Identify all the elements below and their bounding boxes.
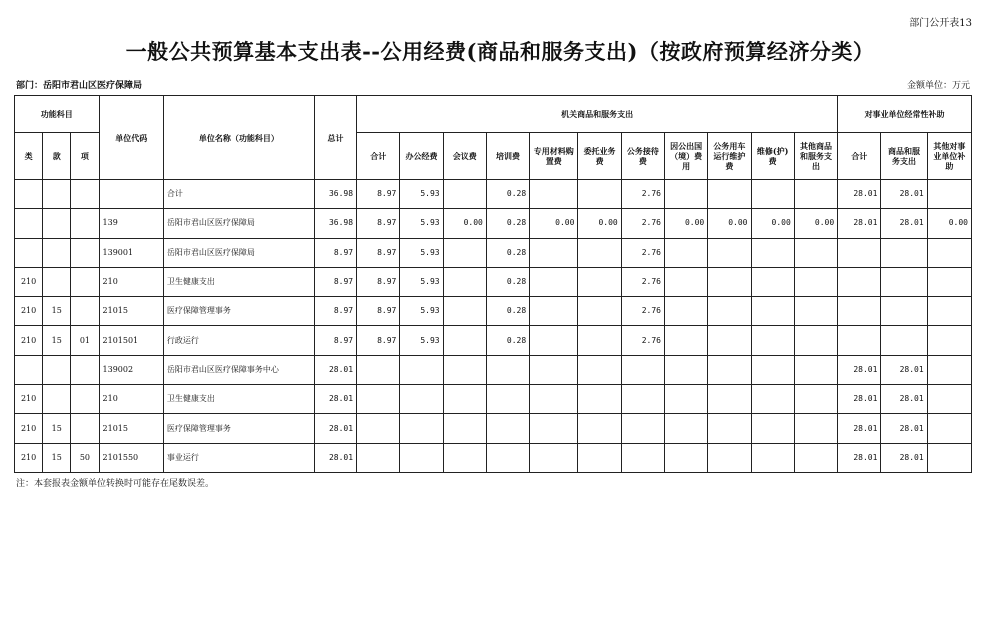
value-cell	[578, 297, 621, 326]
table-row	[15, 385, 972, 414]
unit-code-cell: 210	[99, 385, 163, 414]
value-cell	[621, 443, 664, 472]
kuan-cell: 15	[43, 443, 71, 472]
value-cell: 5.93	[400, 326, 443, 355]
value-cell	[578, 326, 621, 355]
kuan-cell	[43, 180, 71, 209]
value-cell: 8.97	[357, 267, 400, 296]
col-header: 合计	[357, 133, 400, 180]
unit-code-cell: 2101501	[99, 326, 163, 355]
value-cell	[881, 267, 927, 296]
value-cell	[838, 238, 881, 267]
value-cell: 0.00	[751, 209, 794, 238]
table-row	[15, 180, 972, 209]
lei-cell	[15, 238, 43, 267]
unit-label: 金额单位：万元	[906, 81, 970, 91]
value-cell: 5.93	[400, 297, 443, 326]
table-row	[15, 355, 972, 384]
value-cell	[708, 355, 751, 384]
value-cell	[664, 355, 707, 384]
col-header: 办公经费	[400, 133, 443, 180]
unit-name-cell: 合计	[163, 180, 314, 209]
lei-cell	[15, 209, 43, 238]
xiang-cell	[71, 209, 99, 238]
value-cell	[578, 238, 621, 267]
value-cell	[708, 385, 751, 414]
value-cell	[400, 443, 443, 472]
value-cell: 5.93	[400, 209, 443, 238]
value-cell: 0.00	[664, 209, 707, 238]
value-cell	[530, 180, 578, 209]
value-cell	[751, 267, 794, 296]
total-cell: 8.97	[314, 326, 356, 355]
value-cell: 2.76	[621, 209, 664, 238]
value-cell	[881, 326, 927, 355]
unit-code-header: 单位代码	[99, 96, 163, 180]
kuan-cell: 15	[43, 414, 71, 443]
total-cell: 8.97	[314, 238, 356, 267]
value-cell	[927, 355, 971, 384]
value-cell	[578, 267, 621, 296]
value-cell	[794, 180, 837, 209]
value-cell: 8.97	[357, 297, 400, 326]
lei-cell: 210	[15, 443, 43, 472]
value-cell	[708, 297, 751, 326]
value-cell	[664, 267, 707, 296]
value-cell	[927, 443, 971, 472]
total-cell: 28.01	[314, 385, 356, 414]
unit-code-cell: 210	[99, 267, 163, 296]
value-cell	[443, 355, 486, 384]
unit-code-cell: 139001	[99, 238, 163, 267]
value-cell: 8.97	[357, 326, 400, 355]
value-cell	[486, 355, 529, 384]
lei-cell: 210	[15, 297, 43, 326]
kuan-cell	[43, 385, 71, 414]
value-cell: 0.00	[708, 209, 751, 238]
value-cell: 28.01	[881, 180, 927, 209]
value-cell	[357, 385, 400, 414]
value-cell: 0.00	[927, 209, 971, 238]
value-cell	[530, 414, 578, 443]
value-cell	[357, 443, 400, 472]
value-cell: 5.93	[400, 267, 443, 296]
value-cell	[443, 326, 486, 355]
value-cell	[530, 355, 578, 384]
unit-name-cell: 卫生健康支出	[163, 267, 314, 296]
lei-cell: 210	[15, 414, 43, 443]
value-cell	[927, 238, 971, 267]
value-cell: 28.01	[881, 443, 927, 472]
value-cell	[664, 180, 707, 209]
xiang-cell	[71, 180, 99, 209]
value-cell	[400, 385, 443, 414]
kuan-cell	[43, 355, 71, 384]
value-cell: 0.28	[486, 267, 529, 296]
value-cell	[530, 443, 578, 472]
value-cell: 0.00	[578, 209, 621, 238]
xiang-cell: 01	[71, 326, 99, 355]
col-header: 培训费	[486, 133, 529, 180]
value-cell: 0.00	[443, 209, 486, 238]
lei-header: 类	[15, 133, 43, 180]
value-cell	[443, 297, 486, 326]
xiang-cell	[71, 238, 99, 267]
col-header: 商品和服务支出	[881, 133, 927, 180]
value-cell	[751, 414, 794, 443]
value-cell	[838, 326, 881, 355]
table-row	[15, 238, 972, 267]
value-cell	[794, 414, 837, 443]
value-cell	[751, 326, 794, 355]
xiang-cell	[71, 414, 99, 443]
total-cell: 28.01	[314, 443, 356, 472]
value-cell	[578, 443, 621, 472]
total-cell: 28.01	[314, 414, 356, 443]
unit-name-cell: 事业运行	[163, 443, 314, 472]
xiang-cell	[71, 267, 99, 296]
unit-name-cell: 医疗保障管理事务	[163, 297, 314, 326]
lei-cell: 210	[15, 385, 43, 414]
department-label: 部门：岳阳市君山区医疗保障局	[16, 81, 143, 91]
kuan-cell	[43, 209, 71, 238]
value-cell	[794, 267, 837, 296]
total-cell: 28.01	[314, 355, 356, 384]
value-cell	[881, 297, 927, 326]
unit-name-cell: 医疗保障管理事务	[163, 414, 314, 443]
value-cell: 2.76	[621, 297, 664, 326]
unit-name-cell: 岳阳市君山区医疗保障局	[163, 209, 314, 238]
value-cell	[578, 385, 621, 414]
unit-code-cell: 21015	[99, 414, 163, 443]
value-cell	[530, 297, 578, 326]
value-cell	[400, 414, 443, 443]
value-cell	[708, 180, 751, 209]
value-cell: 8.97	[357, 209, 400, 238]
value-cell	[751, 355, 794, 384]
kuan-cell	[43, 238, 71, 267]
footnote: 注：本套报表金额单位转换时可能存在尾数误差。	[16, 479, 215, 489]
total-cell: 36.98	[314, 180, 356, 209]
value-cell	[400, 355, 443, 384]
value-cell: 28.01	[838, 180, 881, 209]
value-cell	[530, 238, 578, 267]
unit-name-cell: 行政运行	[163, 326, 314, 355]
value-cell	[708, 443, 751, 472]
value-cell	[357, 414, 400, 443]
unit-code-cell	[99, 180, 163, 209]
value-cell	[927, 180, 971, 209]
lei-cell	[15, 180, 43, 209]
value-cell	[794, 326, 837, 355]
col-header: 因公出国（境）费用	[664, 133, 707, 180]
col-header: 会议费	[443, 133, 486, 180]
value-cell	[486, 385, 529, 414]
kuan-cell: 15	[43, 326, 71, 355]
value-cell: 28.01	[881, 385, 927, 414]
table-row	[15, 443, 972, 472]
value-cell	[794, 355, 837, 384]
xiang-cell: 50	[71, 443, 99, 472]
lei-cell: 210	[15, 326, 43, 355]
value-cell: 0.28	[486, 238, 529, 267]
table-row	[15, 414, 972, 443]
value-cell: 2.76	[621, 326, 664, 355]
unit-code-cell: 139002	[99, 355, 163, 384]
value-cell	[751, 297, 794, 326]
value-cell	[486, 414, 529, 443]
value-cell: 2.76	[621, 267, 664, 296]
col-header: 维修(护)费	[751, 133, 794, 180]
value-cell	[751, 238, 794, 267]
value-cell: 28.01	[881, 355, 927, 384]
value-cell	[838, 267, 881, 296]
unit-code-cell: 2101550	[99, 443, 163, 472]
value-cell	[794, 443, 837, 472]
budget-table	[14, 95, 972, 473]
value-cell	[664, 414, 707, 443]
value-cell	[664, 238, 707, 267]
value-cell	[927, 414, 971, 443]
value-cell	[708, 414, 751, 443]
table-row	[15, 297, 972, 326]
col-header: 其他商品和服务支出	[794, 133, 837, 180]
value-cell	[708, 326, 751, 355]
page-label: 部门公开表13	[909, 18, 972, 29]
col-header: 专用材料购置费	[530, 133, 578, 180]
value-cell	[443, 443, 486, 472]
xiang-cell	[71, 297, 99, 326]
col-header: 委托业务费	[578, 133, 621, 180]
value-cell: 2.76	[621, 180, 664, 209]
value-cell: 8.97	[357, 180, 400, 209]
unit-name-cell: 岳阳市君山区医疗保障局	[163, 238, 314, 267]
value-cell: 0.28	[486, 326, 529, 355]
col-header: 合计	[838, 133, 881, 180]
value-cell	[794, 297, 837, 326]
value-cell	[530, 385, 578, 414]
value-cell	[357, 355, 400, 384]
value-cell: 0.00	[530, 209, 578, 238]
total-cell: 8.97	[314, 297, 356, 326]
org-group-header: 机关商品和服务支出	[357, 96, 838, 133]
value-cell: 5.93	[400, 238, 443, 267]
value-cell	[621, 355, 664, 384]
value-cell	[443, 267, 486, 296]
value-cell	[927, 297, 971, 326]
value-cell	[927, 326, 971, 355]
unit-name-cell: 岳阳市君山区医疗保障事务中心	[163, 355, 314, 384]
col-header: 公务接待费	[621, 133, 664, 180]
value-cell	[621, 385, 664, 414]
value-cell: 28.01	[838, 385, 881, 414]
lei-cell	[15, 355, 43, 384]
unit-name-cell: 卫生健康支出	[163, 385, 314, 414]
col-header: 公务用车运行维护费	[708, 133, 751, 180]
value-cell: 5.93	[400, 180, 443, 209]
value-cell: 0.28	[486, 209, 529, 238]
value-cell	[751, 443, 794, 472]
unit-code-cell: 21015	[99, 297, 163, 326]
value-cell: 28.01	[838, 355, 881, 384]
value-cell: 28.01	[838, 209, 881, 238]
total-cell: 36.98	[314, 209, 356, 238]
value-cell	[794, 238, 837, 267]
table-row	[15, 326, 972, 355]
unit-name-header: 单位名称（功能科目）	[163, 96, 314, 180]
value-cell	[443, 385, 486, 414]
value-cell	[927, 267, 971, 296]
value-cell	[443, 414, 486, 443]
value-cell	[443, 238, 486, 267]
value-cell	[578, 414, 621, 443]
value-cell	[881, 238, 927, 267]
value-cell	[664, 385, 707, 414]
value-cell	[708, 238, 751, 267]
value-cell	[530, 326, 578, 355]
value-cell: 0.28	[486, 297, 529, 326]
value-cell	[927, 385, 971, 414]
value-cell	[664, 297, 707, 326]
table-row	[15, 267, 972, 296]
page-title: 一般公共预算基本支出表--公用经费(商品和服务支出)（按政府预算经济分类）	[125, 39, 875, 64]
value-cell: 8.97	[357, 238, 400, 267]
kuan-cell: 15	[43, 297, 71, 326]
xiang-cell	[71, 385, 99, 414]
value-cell: 28.01	[881, 209, 927, 238]
value-cell	[664, 443, 707, 472]
subsidy-group-header: 对事业单位经常性补助	[838, 96, 972, 133]
value-cell	[838, 297, 881, 326]
value-cell	[708, 267, 751, 296]
kuan-cell	[43, 267, 71, 296]
lei-cell: 210	[15, 267, 43, 296]
value-cell	[443, 180, 486, 209]
value-cell	[530, 267, 578, 296]
col-header: 其他对事业单位补助	[927, 133, 971, 180]
table-row	[15, 209, 972, 238]
value-cell	[578, 355, 621, 384]
unit-code-cell: 139	[99, 209, 163, 238]
value-cell	[751, 180, 794, 209]
value-cell	[794, 385, 837, 414]
value-cell: 28.01	[838, 414, 881, 443]
total-header: 总计	[314, 96, 356, 180]
value-cell	[664, 326, 707, 355]
kuan-header: 款	[43, 133, 71, 180]
value-cell: 2.76	[621, 238, 664, 267]
value-cell: 28.01	[881, 414, 927, 443]
value-cell: 28.01	[838, 443, 881, 472]
value-cell: 0.00	[794, 209, 837, 238]
value-cell	[751, 385, 794, 414]
total-cell: 8.97	[314, 267, 356, 296]
value-cell	[578, 180, 621, 209]
func-subject-header: 功能科目	[15, 96, 100, 133]
value-cell	[621, 414, 664, 443]
value-cell	[486, 443, 529, 472]
xiang-cell	[71, 355, 99, 384]
xiang-header: 项	[71, 133, 99, 180]
value-cell: 0.28	[486, 180, 529, 209]
